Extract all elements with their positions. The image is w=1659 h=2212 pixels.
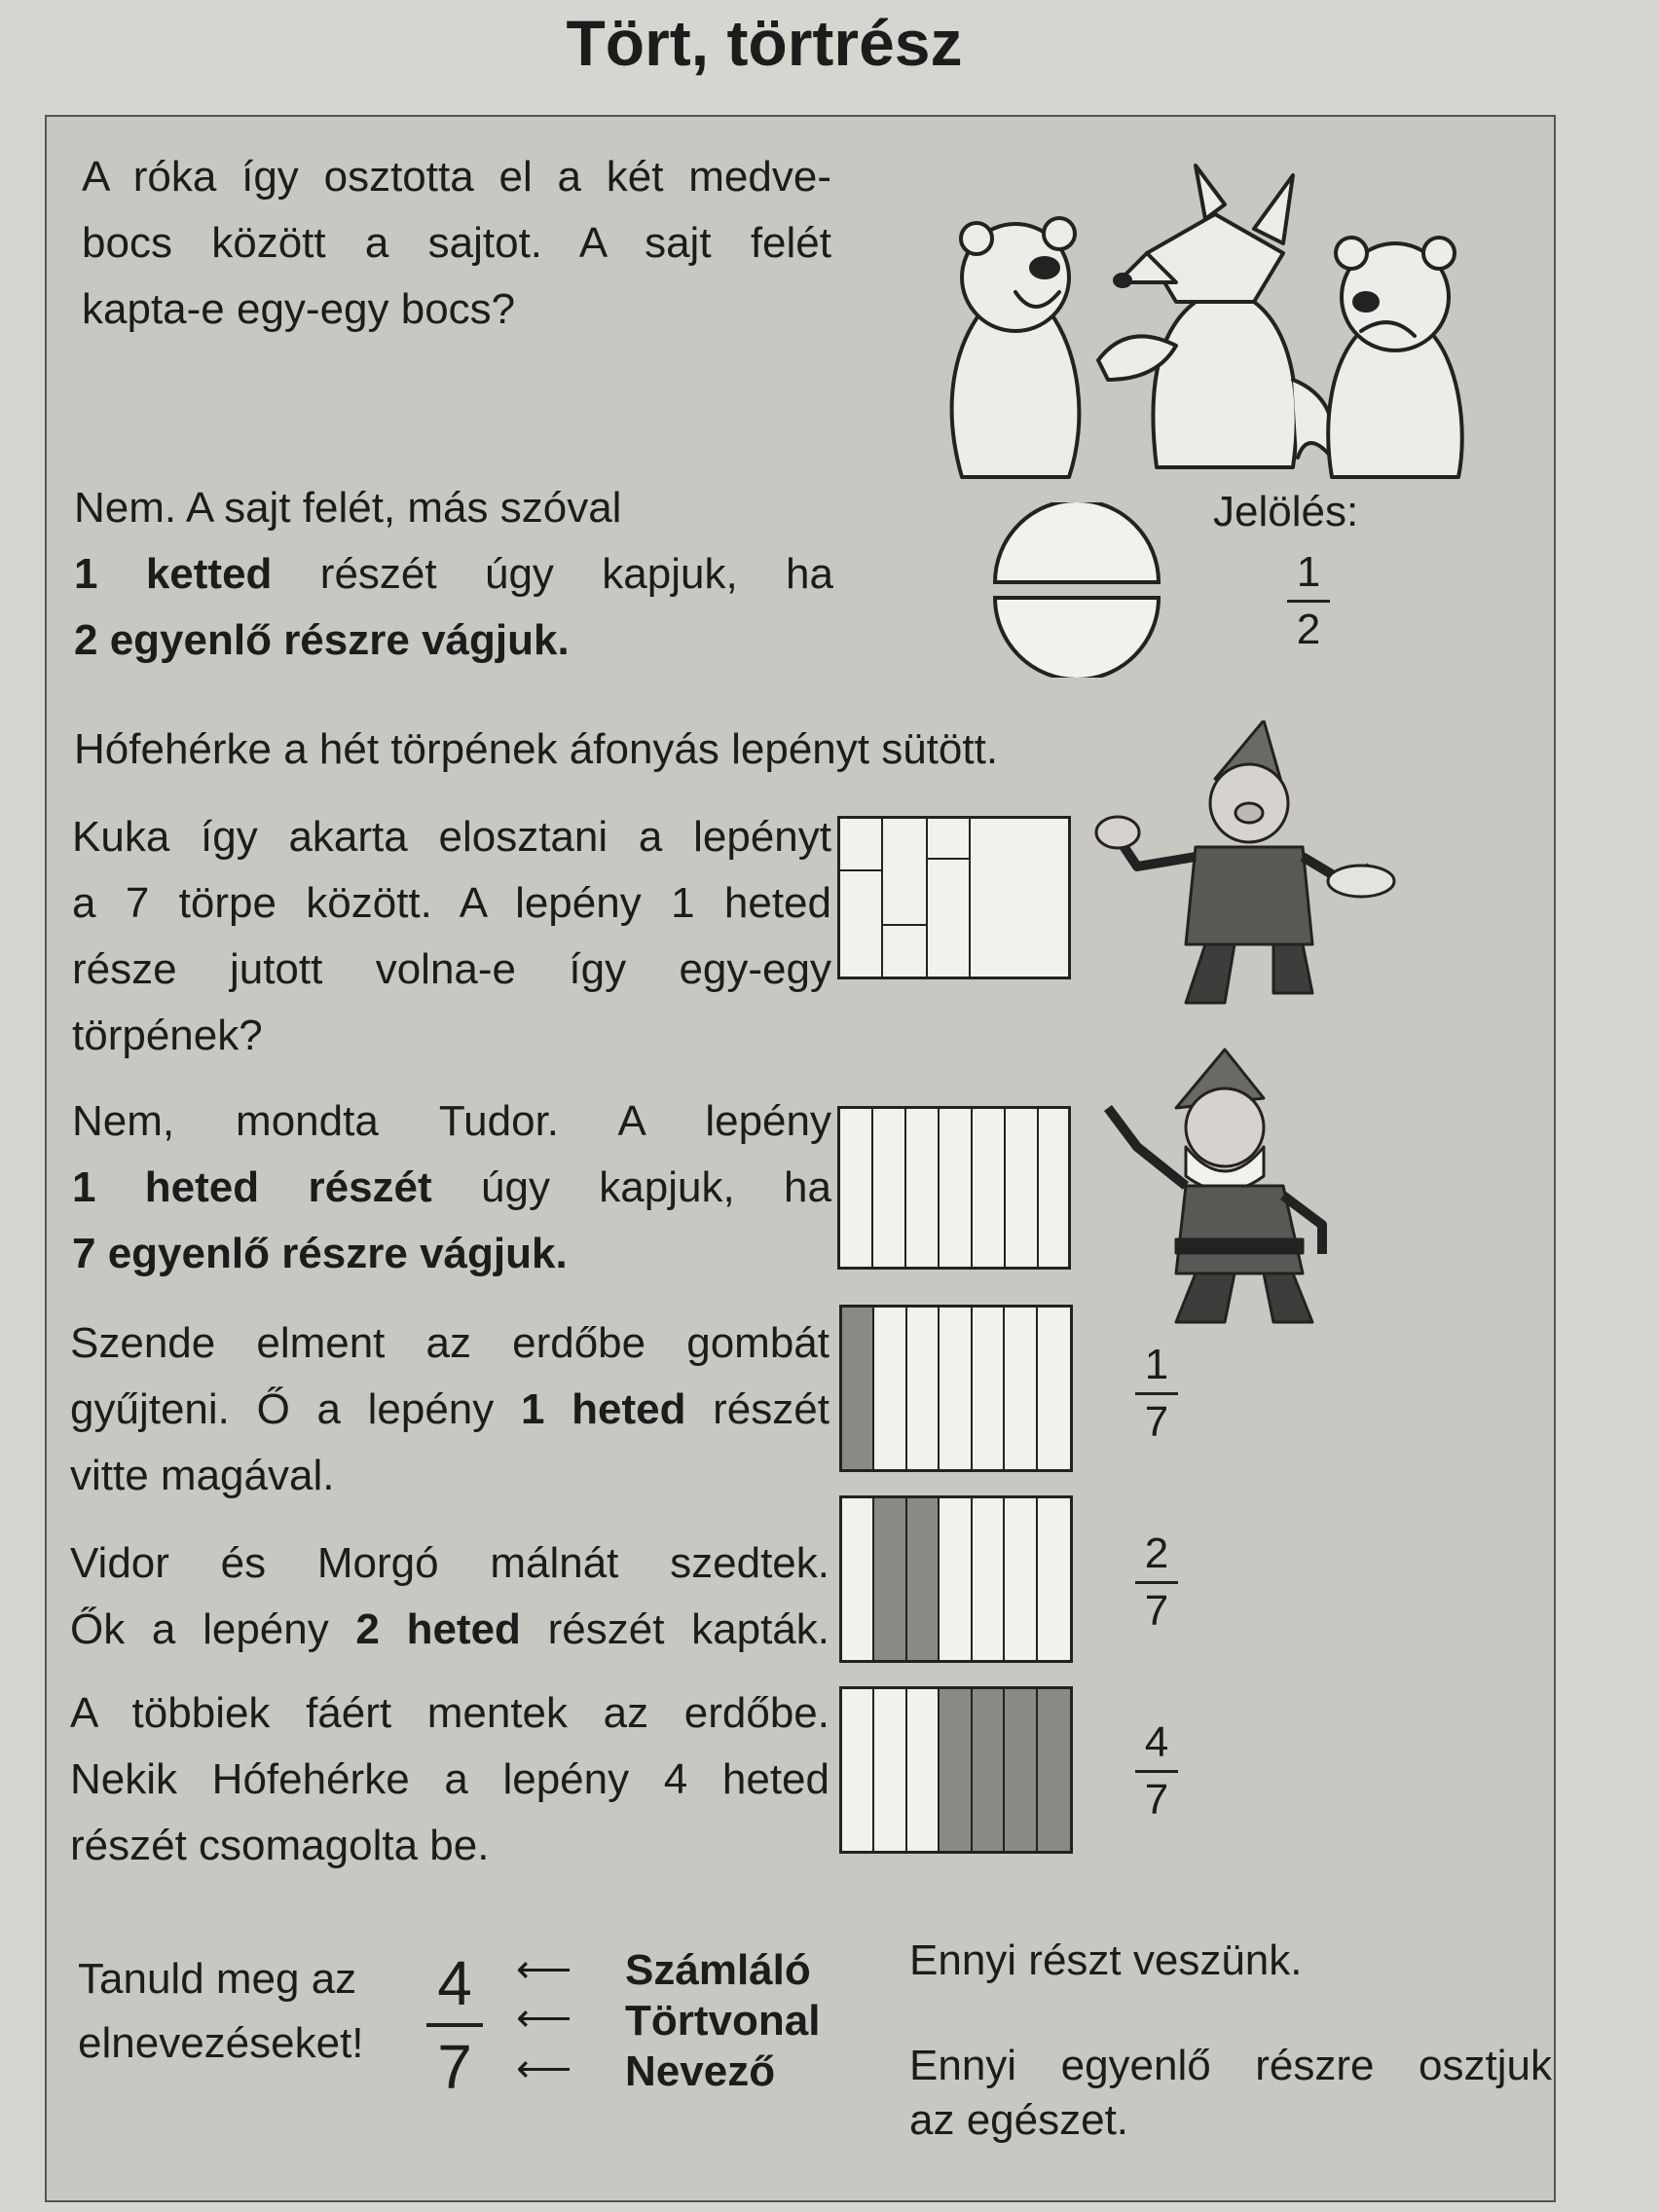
fraction-denominator: 7 xyxy=(1144,1776,1169,1824)
denominator-term: Nevező xyxy=(625,2047,776,2095)
fraction-denominator: 2 xyxy=(1296,606,1321,653)
numerator-explanation: Ennyi részt veszünk. xyxy=(909,1936,1303,1984)
tudor-line-rest: úgy kapjuk, ha xyxy=(481,1163,831,1211)
glossary-line: Tanuld meg az xyxy=(78,1955,357,2003)
vidor-line-start: Ők a lepény xyxy=(70,1605,329,1653)
half-answer-rest: részét úgy kapjuk, ha xyxy=(319,550,833,598)
fraction-bar xyxy=(1135,1581,1178,1584)
strip xyxy=(842,1498,874,1660)
notation-label: Jelölés: xyxy=(1213,488,1359,535)
fraction-bar xyxy=(1135,1392,1178,1395)
arrow-left-icon: ⟵ xyxy=(516,1948,572,1991)
page-title: Tört, törtrész xyxy=(566,7,963,79)
split-line xyxy=(926,819,928,977)
two-sevenths-diagram xyxy=(839,1495,1073,1663)
shaded-strip xyxy=(973,1689,1005,1851)
two-equal-parts-phrase: 2 egyenlő részre vágjuk. xyxy=(74,616,570,664)
shaded-strip xyxy=(1005,1689,1037,1851)
kuka-line: törpének? xyxy=(72,1012,263,1059)
strip xyxy=(940,1498,972,1660)
denominator-explanation xyxy=(909,2039,1552,2148)
strip xyxy=(842,1689,874,1851)
seven-equal-parts-diagram xyxy=(837,1106,1071,1270)
tudor-line xyxy=(72,1155,831,1221)
tudor-paragraph xyxy=(72,1088,831,1287)
fraction-numerator: 2 xyxy=(1144,1530,1169,1577)
one-seventh-term: 1 heted részét xyxy=(72,1163,432,1211)
strip xyxy=(873,1109,906,1267)
fraction-denominator: 7 xyxy=(437,2032,472,2102)
strip xyxy=(1005,1498,1037,1660)
intro-question-line: bocs között a sajtot. A sajt felét xyxy=(82,219,831,267)
vidor-line-end: részét kapták. xyxy=(547,1605,830,1653)
dwarf-tudor-illustration xyxy=(1079,1040,1400,1332)
kuka-line: a 7 törpe között. A lepény 1 heted xyxy=(72,879,831,927)
arrow-left-icon: ⟵ xyxy=(516,2047,572,2090)
strip xyxy=(906,1109,940,1267)
fox-and-bears-illustration xyxy=(923,136,1478,487)
szende-line-end: részét xyxy=(713,1385,830,1433)
split-line xyxy=(881,819,883,977)
fraction-numerator: 4 xyxy=(437,1948,472,2018)
strip xyxy=(940,1308,972,1469)
strip xyxy=(973,1308,1005,1469)
two-sevenths-fraction xyxy=(1127,1529,1186,1637)
strip xyxy=(874,1308,906,1469)
shaded-strip xyxy=(842,1308,874,1469)
one-seventh-diagram xyxy=(839,1305,1073,1472)
strip xyxy=(1005,1308,1037,1469)
strip xyxy=(973,1498,1005,1660)
strip xyxy=(840,1109,873,1267)
others-paragraph xyxy=(70,1680,830,1879)
strip xyxy=(940,1109,973,1267)
fraction-denominator: 7 xyxy=(1144,1587,1169,1635)
intro-question xyxy=(82,144,831,343)
arrow-left-icon: ⟵ xyxy=(516,1997,572,2040)
tudor-line: Nem, mondta Tudor. A lepény xyxy=(72,1097,831,1145)
half-answer xyxy=(74,475,833,674)
split-line xyxy=(926,858,969,860)
strip xyxy=(1006,1109,1039,1267)
glossary-fraction xyxy=(421,1945,489,2105)
strip xyxy=(973,1109,1006,1267)
split-line xyxy=(840,869,881,871)
szende-line xyxy=(70,1377,830,1443)
one-seventh-bold: 1 heted xyxy=(520,1385,686,1433)
fraction-numerator: 1 xyxy=(1144,1341,1169,1388)
szende-line: vitte magával. xyxy=(70,1452,335,1499)
uneven-split-diagram xyxy=(837,816,1071,979)
four-sevenths-fraction xyxy=(1127,1717,1186,1825)
notation-fraction xyxy=(1279,547,1338,655)
one-half-term: 1 ketted xyxy=(74,550,273,598)
half-answer-line: Nem. A sajt felét, más szóval xyxy=(74,484,622,532)
split-line xyxy=(881,924,926,926)
fraction-line-term: Törtvonal xyxy=(625,1997,821,2045)
numerator-term: Számláló xyxy=(625,1946,811,1994)
vidor-line: Vidor és Morgó málnát szedtek. xyxy=(70,1539,830,1587)
others-line: Nekik Hófehérke a lepény 4 heted xyxy=(70,1755,830,1803)
vidor-line xyxy=(70,1597,830,1663)
shaded-strip xyxy=(1038,1689,1070,1851)
fraction-bar xyxy=(426,2023,483,2027)
strip xyxy=(874,1689,906,1851)
shaded-strip xyxy=(940,1689,972,1851)
halved-cheese-circle xyxy=(989,502,1164,678)
split-line xyxy=(969,819,971,977)
fraction-bar xyxy=(1287,600,1330,603)
content-panel xyxy=(45,115,1556,2202)
intro-question-line: A róka így osztotta el a két medve- xyxy=(82,153,831,201)
one-seventh-fraction xyxy=(1127,1340,1186,1448)
fraction-numerator: 4 xyxy=(1144,1718,1169,1766)
fraction-numerator: 1 xyxy=(1296,548,1321,596)
strip xyxy=(907,1308,940,1469)
shaded-strip xyxy=(907,1498,940,1660)
four-sevenths-diagram xyxy=(839,1686,1073,1854)
vidor-paragraph xyxy=(70,1530,830,1663)
denominator-explanation-line: az egészet. xyxy=(909,2096,1129,2144)
fraction-bar xyxy=(1135,1770,1178,1773)
szende-paragraph xyxy=(70,1310,830,1509)
kuka-paragraph xyxy=(72,804,831,1069)
szende-line: Szende elment az erdőbe gombát xyxy=(70,1319,830,1367)
intro-question-line: kapta-e egy-egy bocs? xyxy=(82,285,516,333)
seven-equal-parts-phrase: 7 egyenlő részre vágjuk. xyxy=(72,1230,568,1277)
denominator-explanation-line: Ennyi egyenlő részre osztjuk xyxy=(909,2042,1552,2089)
fraction-denominator: 7 xyxy=(1144,1398,1169,1446)
others-line: A többiek fáért mentek az erdőbe. xyxy=(70,1689,830,1737)
glossary-prompt xyxy=(78,1947,364,2076)
strip xyxy=(1038,1498,1070,1660)
two-sevenths-bold: 2 heted xyxy=(355,1605,521,1653)
glossary-line: elnevezéseket! xyxy=(78,2019,364,2067)
strip xyxy=(1038,1308,1070,1469)
shaded-strip xyxy=(874,1498,906,1660)
szende-line-start: gyűjteni. Ő a lepény xyxy=(70,1385,495,1433)
half-answer-line xyxy=(74,541,833,608)
snow-white-intro: Hófehérke a hét törpének áfonyás lepényt sütött. xyxy=(74,725,999,773)
strip xyxy=(907,1689,940,1851)
others-line: részét csomagolta be. xyxy=(70,1822,490,1869)
kuka-line: Kuka így akarta elosztani a lepényt xyxy=(72,813,831,861)
dwarf-kuka-illustration xyxy=(1079,720,1400,1013)
kuka-line: része jutott volna-e így egy-egy xyxy=(72,945,831,993)
